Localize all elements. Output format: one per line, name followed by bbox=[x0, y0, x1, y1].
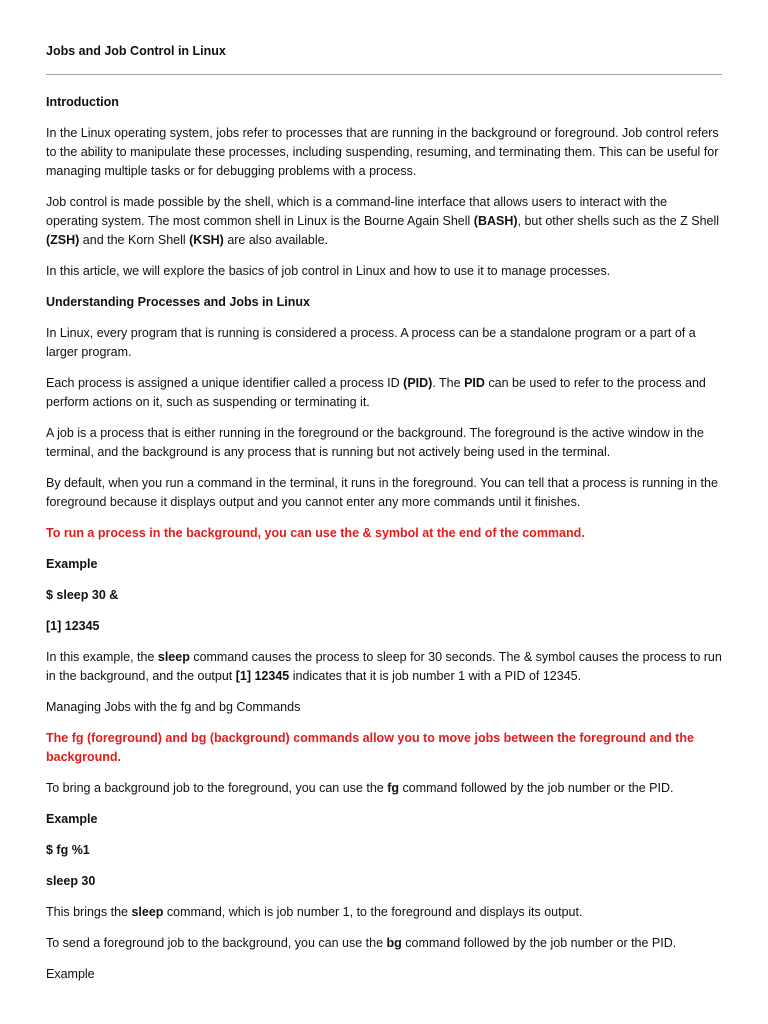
highlight-background-tip: To run a process in the background, you can use the & symbol at the end of the command. bbox=[46, 526, 585, 540]
term-ksh: (KSH) bbox=[189, 233, 224, 247]
paragraph-managing-2: This brings the sleep command, which is job number 1, to the foreground and displays its output. bbox=[46, 905, 583, 919]
paragraph-intro-2: Job control is made possible by the shell, which is a command-line interface that allows users to interact with the operating system. The most common shell in Linux is the Bourne Again Shell (BASH), but other shells such as the Z Shell (ZSH) and the Korn Shell (KSH) are also available. bbox=[46, 195, 720, 247]
term-sleep: sleep bbox=[157, 650, 190, 664]
term-bg: bg bbox=[386, 936, 402, 950]
paragraph-understanding-4: By default, when you run a command in the terminal, it runs in the foreground. You can tell that a process is running in the foreground because it displays output and you cannot enter any more commands until it finishes. bbox=[46, 476, 718, 509]
paragraph-intro-1: In the Linux operating system, jobs refer to processes that are running in the background or foreground. Job control refers to the ability to manipulate these processes, including suspending, resuming, and terminating them. This can be useful for managing multiple tasks or for debugging problems with a process. bbox=[46, 126, 719, 178]
example-label-3: Example bbox=[46, 967, 95, 981]
document-body bbox=[46, 93, 722, 996]
paragraph-managing-3: To send a foreground job to the background, you can use the bg command followed by the job number or the PID. bbox=[46, 936, 677, 950]
title-divider bbox=[46, 74, 722, 75]
paragraph-intro-3: In this article, we will explore the basics of job control in Linux and how to use it to manage processes. bbox=[46, 264, 611, 278]
example-command-1: $ sleep 30 & bbox=[46, 588, 119, 602]
section-heading-introduction: Introduction bbox=[46, 95, 119, 109]
example-label-1: Example bbox=[46, 557, 98, 571]
term-fg: fg bbox=[387, 781, 400, 795]
term-zsh: (ZSH) bbox=[46, 233, 80, 247]
term-job-output: [1] 12345 bbox=[235, 669, 290, 683]
example-output-1: [1] 12345 bbox=[46, 619, 100, 633]
example-output-2: sleep 30 bbox=[46, 874, 96, 888]
paragraph-understanding-5: In this example, the sleep command causes the process to sleep for 30 seconds. The & symbol causes the process to run in the background, and the output [1] 12345 indicates that it is job number 1 with a PID of 12345. bbox=[46, 650, 722, 683]
paragraph-understanding-2: Each process is assigned a unique identifier called a process ID (PID). The PID can be used to refer to the process and perform actions on it, such as suspending or terminating it. bbox=[46, 376, 706, 409]
term-pid: (PID) bbox=[403, 376, 433, 390]
example-label-2: Example bbox=[46, 812, 98, 826]
term-bash: (BASH) bbox=[473, 214, 518, 228]
term-sleep-2: sleep bbox=[131, 905, 164, 919]
highlight-fg-bg: The fg (foreground) and bg (background) commands allow you to move jobs between the foreground and the background. bbox=[46, 731, 694, 764]
section-heading-understanding: Understanding Processes and Jobs in Linux bbox=[46, 295, 310, 309]
section-heading-managing: Managing Jobs with the fg and bg Commands bbox=[46, 700, 301, 714]
paragraph-understanding-3: A job is a process that is either running in the foreground or the background. The foreground is the active window in the terminal, and the background is any process that is running but not actively being used in the terminal. bbox=[46, 426, 704, 459]
document-title: Jobs and Job Control in Linux bbox=[46, 44, 226, 58]
example-command-2: $ fg %1 bbox=[46, 843, 90, 857]
term-pid-2: PID bbox=[464, 376, 485, 390]
paragraph-understanding-1: In Linux, every program that is running is considered a process. A process can be a standalone program or a part of a larger program. bbox=[46, 326, 696, 359]
paragraph-managing-1: To bring a background job to the foreground, you can use the fg command followed by the job number or the PID. bbox=[46, 781, 674, 795]
